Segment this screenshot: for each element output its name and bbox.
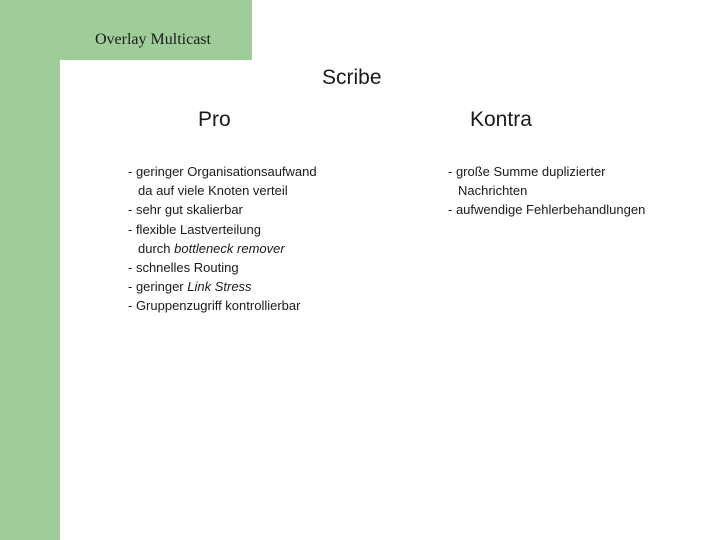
pro-item-text: durch [138, 240, 175, 256]
pro-item-text: - geringer [128, 279, 188, 295]
pro-list [128, 162, 317, 316]
pro-item: - Gruppenzugriff kontrollierbar [128, 298, 301, 314]
header-title: Overlay Multicast [95, 31, 211, 48]
pro-item [128, 239, 317, 258]
pro-item: - schnelles Routing [128, 260, 239, 276]
pro-item: - sehr gut skalierbar [128, 202, 243, 218]
pro-item-emphasis: Link Stress [187, 279, 252, 295]
contra-heading: Kontra [470, 108, 532, 131]
pro-heading: Pro [198, 108, 231, 131]
content-corner-curve [60, 60, 84, 84]
pro-item-emphasis: bottleneck remover [174, 240, 285, 256]
contra-list [448, 162, 645, 220]
slide-title: Scribe [322, 66, 382, 89]
pro-item: - geringer Organisationsaufwand [128, 164, 317, 179]
contra-item: - große Summe duplizierter [448, 164, 606, 179]
pro-item [128, 277, 317, 296]
contra-item: Nachrichten [458, 183, 528, 199]
contra-item: - aufwendige Fehlerbehandlungen [448, 202, 646, 218]
pro-item: - flexible Lastverteilung [128, 221, 261, 237]
pro-item: da auf viele Knoten verteil [138, 183, 288, 199]
sidebar-accent-bar [0, 0, 60, 540]
